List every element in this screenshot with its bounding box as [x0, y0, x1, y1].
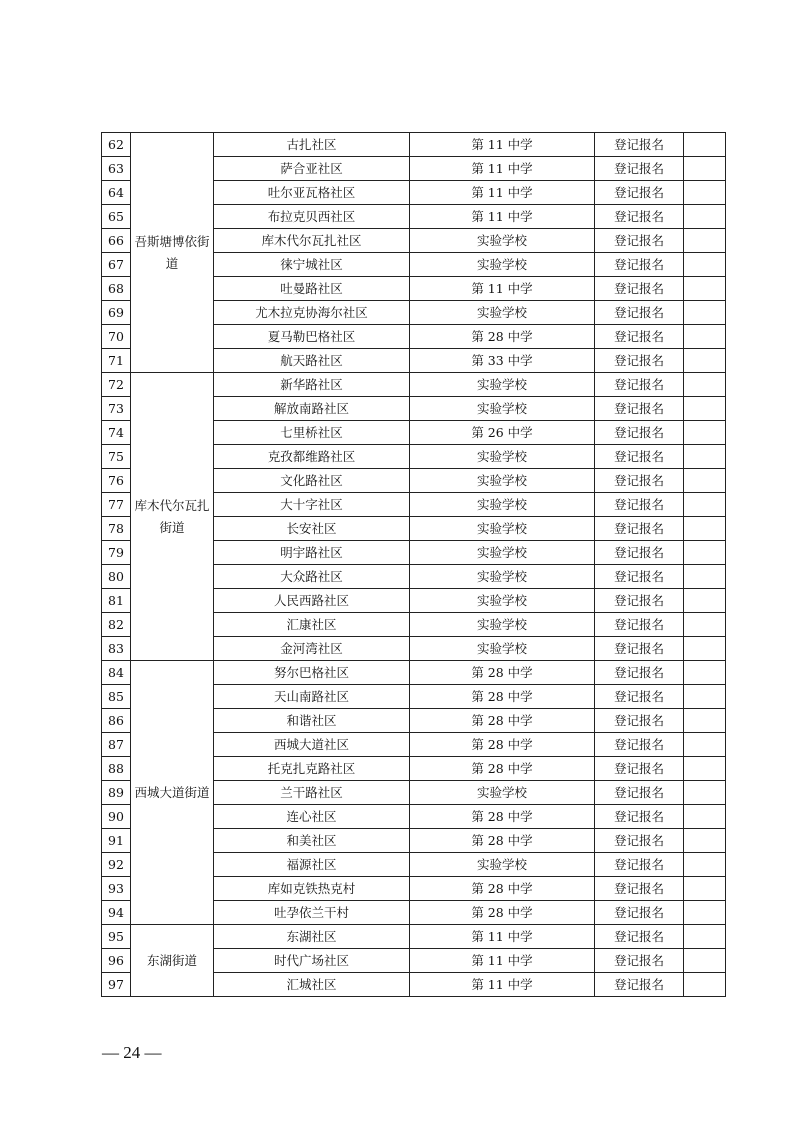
community-name: 大众路社区 — [214, 565, 410, 589]
row-number: 87 — [102, 733, 131, 757]
community-name: 和美社区 — [214, 829, 410, 853]
row-number: 80 — [102, 565, 131, 589]
enrollment-method: 登记报名 — [595, 373, 684, 397]
row-number: 64 — [102, 181, 131, 205]
row-number: 83 — [102, 637, 131, 661]
enrollment-method: 登记报名 — [595, 589, 684, 613]
enrollment-method: 登记报名 — [595, 445, 684, 469]
community-name: 库木代尔瓦扎社区 — [214, 229, 410, 253]
row-number: 97 — [102, 973, 131, 997]
remarks — [684, 517, 726, 541]
page-number: — 24 — — [102, 1043, 162, 1062]
community-name: 汇康社区 — [214, 613, 410, 637]
row-number: 62 — [102, 133, 131, 157]
remarks — [684, 637, 726, 661]
community-name: 和谐社区 — [214, 709, 410, 733]
row-number: 71 — [102, 349, 131, 373]
district-name: 库木代尔瓦扎街道 — [131, 373, 214, 661]
remarks — [684, 565, 726, 589]
row-number: 72 — [102, 373, 131, 397]
enrollment-method: 登记报名 — [595, 157, 684, 181]
row-number: 69 — [102, 301, 131, 325]
remarks — [684, 877, 726, 901]
community-name: 天山南路社区 — [214, 685, 410, 709]
community-name: 连心社区 — [214, 805, 410, 829]
row-number: 86 — [102, 709, 131, 733]
assigned-school: 实验学校 — [410, 493, 595, 517]
remarks — [684, 709, 726, 733]
community-name: 金河湾社区 — [214, 637, 410, 661]
assigned-school: 第 28 中学 — [410, 877, 595, 901]
row-number: 91 — [102, 829, 131, 853]
community-name: 吐尔亚瓦格社区 — [214, 181, 410, 205]
assigned-school: 实验学校 — [410, 397, 595, 421]
remarks — [684, 541, 726, 565]
enrollment-method: 登记报名 — [595, 205, 684, 229]
enrollment-method: 登记报名 — [595, 493, 684, 517]
enrollment-method: 登记报名 — [595, 133, 684, 157]
assigned-school: 实验学校 — [410, 853, 595, 877]
assigned-school: 实验学校 — [410, 541, 595, 565]
community-name: 尤木拉克协海尔社区 — [214, 301, 410, 325]
community-name: 努尔巴格社区 — [214, 661, 410, 685]
row-number: 89 — [102, 781, 131, 805]
remarks — [684, 757, 726, 781]
row-number: 79 — [102, 541, 131, 565]
enrollment-method: 登记报名 — [595, 565, 684, 589]
remarks — [684, 949, 726, 973]
row-number: 75 — [102, 445, 131, 469]
remarks — [684, 733, 726, 757]
row-number: 96 — [102, 949, 131, 973]
enrollment-method: 登记报名 — [595, 349, 684, 373]
table-row — [102, 925, 726, 949]
enrollment-method: 登记报名 — [595, 757, 684, 781]
assigned-school: 实验学校 — [410, 229, 595, 253]
remarks — [684, 853, 726, 877]
remarks — [684, 349, 726, 373]
enrollment-method: 登记报名 — [595, 517, 684, 541]
community-name: 萨合亚社区 — [214, 157, 410, 181]
enrollment-method: 登记报名 — [595, 901, 684, 925]
enrollment-method: 登记报名 — [595, 781, 684, 805]
enrollment-method: 登记报名 — [595, 829, 684, 853]
assigned-school: 第 28 中学 — [410, 685, 595, 709]
community-name: 吐孕依兰干村 — [214, 901, 410, 925]
assigned-school: 实验学校 — [410, 469, 595, 493]
row-number: 81 — [102, 589, 131, 613]
remarks — [684, 613, 726, 637]
row-number: 88 — [102, 757, 131, 781]
row-number: 95 — [102, 925, 131, 949]
remarks — [684, 973, 726, 997]
remarks — [684, 829, 726, 853]
remarks — [684, 133, 726, 157]
community-name: 明宇路社区 — [214, 541, 410, 565]
assigned-school: 实验学校 — [410, 253, 595, 277]
community-name: 人民西路社区 — [214, 589, 410, 613]
community-name: 兰干路社区 — [214, 781, 410, 805]
row-number: 77 — [102, 493, 131, 517]
assigned-school: 第 28 中学 — [410, 829, 595, 853]
community-name: 福源社区 — [214, 853, 410, 877]
row-number: 63 — [102, 157, 131, 181]
enrollment-method: 登记报名 — [595, 229, 684, 253]
enrollment-method: 登记报名 — [595, 181, 684, 205]
remarks — [684, 685, 726, 709]
remarks — [684, 661, 726, 685]
assigned-school: 第 11 中学 — [410, 277, 595, 301]
assigned-school: 第 11 中学 — [410, 157, 595, 181]
community-name: 布拉克贝西社区 — [214, 205, 410, 229]
remarks — [684, 781, 726, 805]
assigned-school: 实验学校 — [410, 301, 595, 325]
row-number: 85 — [102, 685, 131, 709]
assigned-school: 第 28 中学 — [410, 757, 595, 781]
row-number: 70 — [102, 325, 131, 349]
community-name: 东湖社区 — [214, 925, 410, 949]
remarks — [684, 277, 726, 301]
community-name: 古扎社区 — [214, 133, 410, 157]
community-name: 库如克铁热克村 — [214, 877, 410, 901]
enrollment-method: 登记报名 — [595, 637, 684, 661]
enrollment-method: 登记报名 — [595, 301, 684, 325]
assigned-school: 第 33 中学 — [410, 349, 595, 373]
enrollment-method: 登记报名 — [595, 277, 684, 301]
enrollment-method: 登记报名 — [595, 973, 684, 997]
assigned-school: 第 11 中学 — [410, 205, 595, 229]
remarks — [684, 325, 726, 349]
remarks — [684, 397, 726, 421]
assigned-school: 实验学校 — [410, 445, 595, 469]
assigned-school: 第 28 中学 — [410, 325, 595, 349]
community-name: 解放南路社区 — [214, 397, 410, 421]
remarks — [684, 925, 726, 949]
community-name: 时代广场社区 — [214, 949, 410, 973]
enrollment-method: 登记报名 — [595, 421, 684, 445]
enrollment-method: 登记报名 — [595, 733, 684, 757]
row-number: 84 — [102, 661, 131, 685]
row-number: 67 — [102, 253, 131, 277]
community-name: 大十字社区 — [214, 493, 410, 517]
enrollment-method: 登记报名 — [595, 397, 684, 421]
table-row — [102, 133, 726, 157]
remarks — [684, 157, 726, 181]
community-name: 长安社区 — [214, 517, 410, 541]
remarks — [684, 469, 726, 493]
remarks — [684, 901, 726, 925]
row-number: 94 — [102, 901, 131, 925]
assigned-school: 实验学校 — [410, 613, 595, 637]
remarks — [684, 253, 726, 277]
remarks — [684, 445, 726, 469]
community-name: 新华路社区 — [214, 373, 410, 397]
row-number: 65 — [102, 205, 131, 229]
community-name: 夏马勒巴格社区 — [214, 325, 410, 349]
assigned-school: 第 11 中学 — [410, 973, 595, 997]
assigned-school: 第 28 中学 — [410, 709, 595, 733]
remarks — [684, 589, 726, 613]
district-name: 吾斯塘博依街道 — [131, 133, 214, 373]
assigned-school: 第 11 中学 — [410, 949, 595, 973]
community-name: 西城大道社区 — [214, 733, 410, 757]
enrollment-method: 登记报名 — [595, 541, 684, 565]
community-name: 徕宁城社区 — [214, 253, 410, 277]
assigned-school: 第 11 中学 — [410, 133, 595, 157]
assigned-school: 第 26 中学 — [410, 421, 595, 445]
community-name: 吐曼路社区 — [214, 277, 410, 301]
row-number: 66 — [102, 229, 131, 253]
row-number: 90 — [102, 805, 131, 829]
community-name: 汇城社区 — [214, 973, 410, 997]
enrollment-method: 登记报名 — [595, 613, 684, 637]
enrollment-method: 登记报名 — [595, 685, 684, 709]
registration-table — [101, 132, 726, 997]
assigned-school: 实验学校 — [410, 589, 595, 613]
row-number: 68 — [102, 277, 131, 301]
community-name: 七里桥社区 — [214, 421, 410, 445]
remarks — [684, 805, 726, 829]
community-name: 文化路社区 — [214, 469, 410, 493]
enrollment-method: 登记报名 — [595, 877, 684, 901]
assigned-school: 第 28 中学 — [410, 661, 595, 685]
row-number: 92 — [102, 853, 131, 877]
community-name: 航天路社区 — [214, 349, 410, 373]
assigned-school: 实验学校 — [410, 565, 595, 589]
enrollment-method: 登记报名 — [595, 709, 684, 733]
community-name: 托克扎克路社区 — [214, 757, 410, 781]
enrollment-method: 登记报名 — [595, 253, 684, 277]
district-name: 西城大道街道 — [131, 661, 214, 925]
assigned-school: 实验学校 — [410, 517, 595, 541]
row-number: 82 — [102, 613, 131, 637]
remarks — [684, 421, 726, 445]
assigned-school: 实验学校 — [410, 637, 595, 661]
remarks — [684, 181, 726, 205]
assigned-school: 实验学校 — [410, 781, 595, 805]
enrollment-method: 登记报名 — [595, 853, 684, 877]
remarks — [684, 229, 726, 253]
enrollment-method: 登记报名 — [595, 925, 684, 949]
remarks — [684, 301, 726, 325]
enrollment-method: 登记报名 — [595, 949, 684, 973]
district-name: 东湖街道 — [131, 925, 214, 997]
community-name: 克孜都维路社区 — [214, 445, 410, 469]
table-row — [102, 661, 726, 685]
assigned-school: 第 11 中学 — [410, 181, 595, 205]
row-number: 93 — [102, 877, 131, 901]
table-row — [102, 373, 726, 397]
enrollment-method: 登记报名 — [595, 661, 684, 685]
remarks — [684, 373, 726, 397]
remarks — [684, 493, 726, 517]
assigned-school: 第 28 中学 — [410, 901, 595, 925]
row-number: 76 — [102, 469, 131, 493]
assigned-school: 第 28 中学 — [410, 733, 595, 757]
enrollment-method: 登记报名 — [595, 325, 684, 349]
row-number: 78 — [102, 517, 131, 541]
assigned-school: 第 28 中学 — [410, 805, 595, 829]
assigned-school: 第 11 中学 — [410, 925, 595, 949]
row-number: 73 — [102, 397, 131, 421]
row-number: 74 — [102, 421, 131, 445]
remarks — [684, 205, 726, 229]
enrollment-method: 登记报名 — [595, 469, 684, 493]
assigned-school: 实验学校 — [410, 373, 595, 397]
enrollment-method: 登记报名 — [595, 805, 684, 829]
